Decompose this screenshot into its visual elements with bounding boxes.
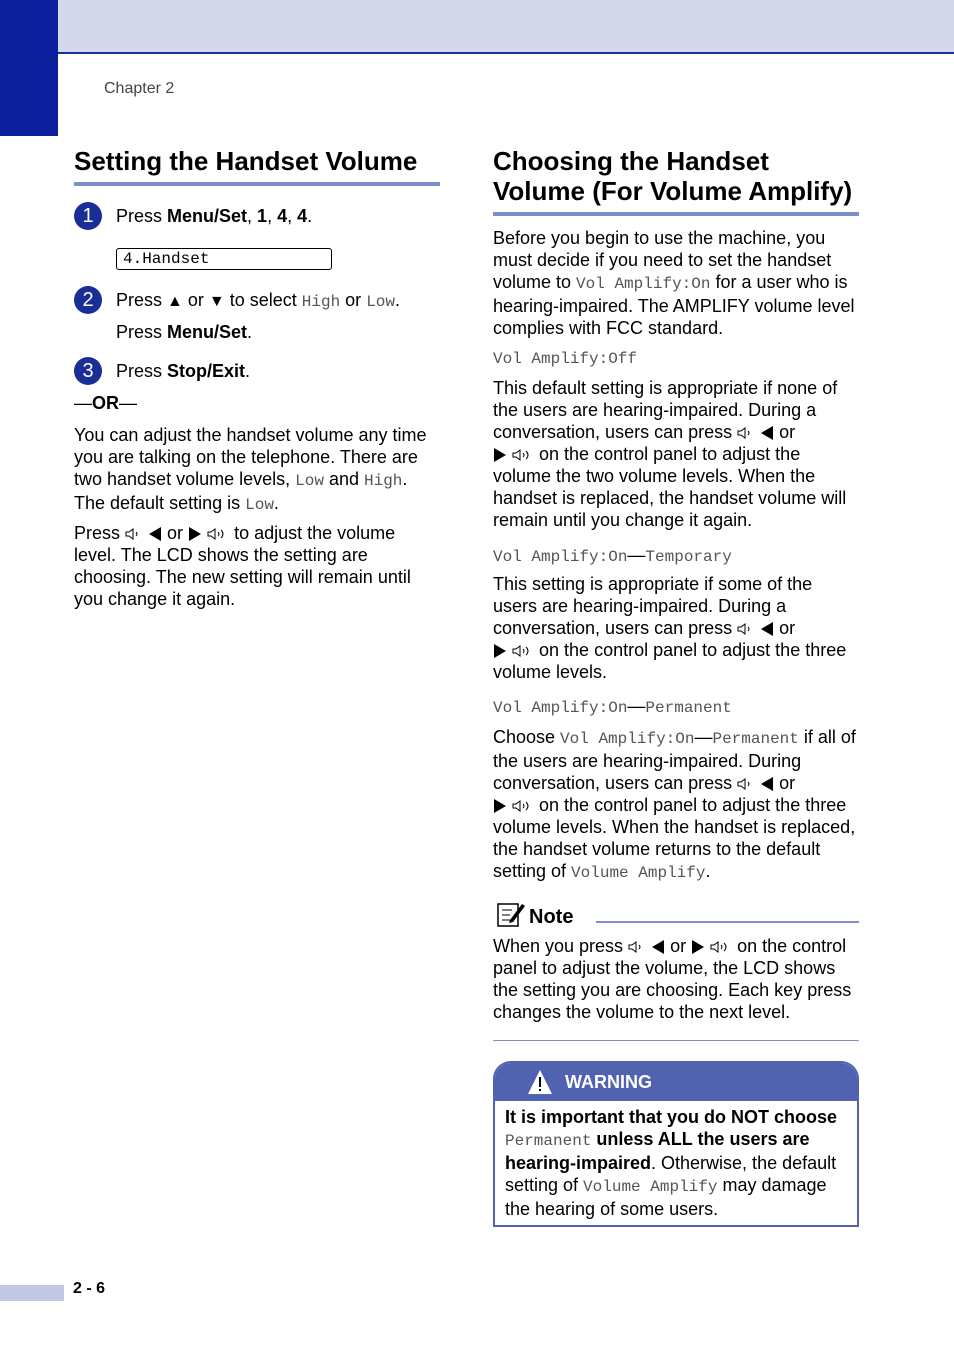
step-number: 3 <box>74 357 102 385</box>
chapter-tab <box>0 0 58 136</box>
top-band <box>0 0 954 54</box>
left-paragraph-1: You can adjust the handset volume any time you are talking on the telephone. There are two handset volume levels, Low and High. The default setting is Low. <box>74 425 427 514</box>
note-bottom-rule <box>493 1040 859 1041</box>
arrow-left-icon <box>148 526 162 542</box>
speaker-loud-icon <box>512 448 534 462</box>
left-steps <box>74 202 444 622</box>
arrow-right-icon <box>188 526 202 542</box>
arrow-up-icon: ▲ <box>167 293 183 310</box>
arrow-left-icon <box>760 776 774 792</box>
note-text: When you press or on the control panel to adjust the volume, the LCD shows the setting you are choosing. Each key press changes the volume to the next level. <box>493 936 852 1022</box>
speaker-soft-icon <box>125 527 143 541</box>
right-column <box>493 146 859 216</box>
step-1-text: Press Menu/Set, 1, 4, 4. <box>116 206 313 226</box>
arrow-right-icon <box>493 447 507 463</box>
intro-paragraph: Before you begin to use the machine, you must decide if you need to set the handset volume to Vol Amplify:On for a user who is hearing-impaired. The AMPLIFY volume level complies with FCC standard. <box>493 228 855 338</box>
option-temporary-text: This setting is appropriate if some of the users are hearing-impaired. During a conversation, users can press or on the control panel to adjust the three volume levels. <box>493 574 847 682</box>
arrow-right-icon <box>691 939 705 955</box>
option-off-text: This default setting is appropriate if none of the users are hearing-impaired. During a conversation, users can press or on the control panel to adjust the volume the two volume levels. When the handset is replaced, the handset volume will remain until you change it again. <box>493 378 847 530</box>
note-rule <box>596 921 859 923</box>
speaker-loud-icon <box>710 940 732 954</box>
left-paragraph-2: Press or to adjust the volume level. The LCD shows the setting are choosing. The new setting will remain until you change it again. <box>74 523 411 609</box>
speaker-soft-icon <box>737 777 755 791</box>
step-2-text: Press ▲ or ▼ to select High or Low. <box>116 290 401 311</box>
left-column <box>74 146 440 186</box>
speaker-soft-icon <box>737 622 755 636</box>
page-number: 2 - 6 <box>73 1280 106 1297</box>
warning-triangle-icon <box>527 1069 553 1095</box>
step-3-text: Press Stop/Exit. <box>116 361 251 381</box>
note-header <box>496 900 859 930</box>
speaker-loud-icon <box>512 644 534 658</box>
step-number: 1 <box>74 202 102 230</box>
arrow-left-icon <box>760 621 774 637</box>
arrow-down-icon: ▼ <box>208 293 225 310</box>
or-divider: —OR— <box>74 393 137 413</box>
option-off-title: Vol Amplify:Off <box>493 350 638 368</box>
right-heading: Choosing the Handset Volume (For Volume Amplify) <box>493 146 859 216</box>
option-temporary-title: Vol Amplify:On—Temporary <box>493 545 732 566</box>
option-permanent-title: Vol Amplify:On—Permanent <box>493 696 732 717</box>
warning-label: WARNING <box>565 1072 652 1092</box>
arrow-left-icon <box>760 425 774 441</box>
step-number: 2 <box>74 286 102 314</box>
note-label: Note <box>529 906 574 928</box>
arrow-left-icon <box>651 939 665 955</box>
speaker-soft-icon <box>737 426 755 440</box>
arrow-right-icon <box>493 798 507 814</box>
chapter-label: Chapter 2 <box>104 80 175 97</box>
warning-text: It is important that you do NOT choose Permanent unless ALL the users are hearing-impaired. Otherwise, the default setting of Volume Amplify may damage the hearing of some users. <box>505 1107 838 1219</box>
note-pencil-icon <box>496 900 526 928</box>
warning-header <box>495 1063 857 1101</box>
step-2-line2: Press Menu/Set. <box>116 322 253 342</box>
arrow-right-icon <box>493 643 507 659</box>
speaker-loud-icon <box>512 799 534 813</box>
speaker-loud-icon <box>207 527 229 541</box>
lcd-display: 4.Handset <box>116 248 332 270</box>
speaker-soft-icon <box>628 940 646 954</box>
footer-tab <box>0 1285 64 1301</box>
option-permanent-text: Choose Vol Amplify:On—Permanent if all of the users are hearing-impaired. During conversation, users can press or on the control panel to adjust the three volume levels. When the handset is replaced, the handset volume returns to the default setting of Volume Amplify. <box>493 727 856 882</box>
left-heading: Setting the Handset Volume <box>74 146 440 186</box>
warning-box <box>493 1061 859 1227</box>
